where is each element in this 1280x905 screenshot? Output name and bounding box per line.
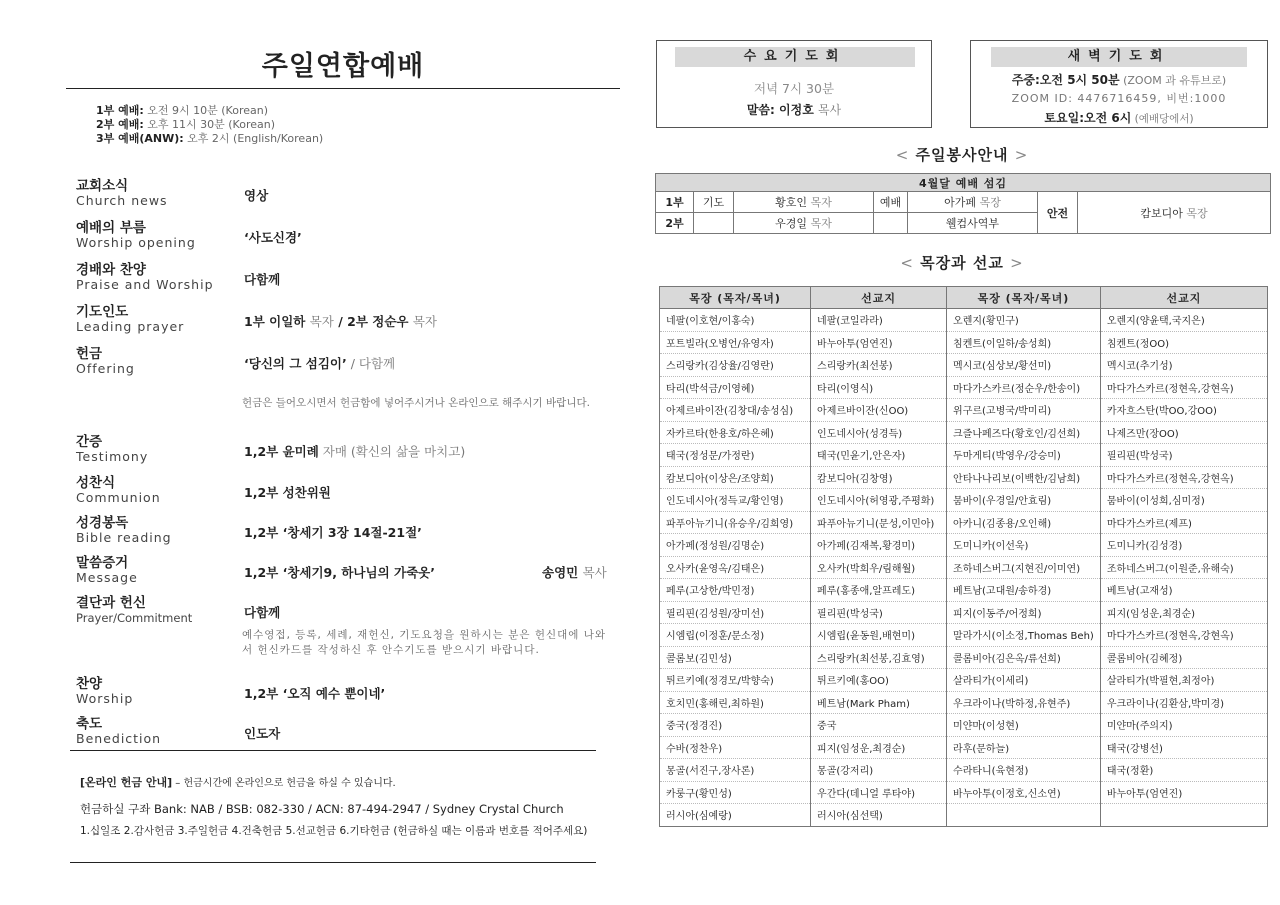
mission-row: [660, 714, 1268, 737]
mokjang-cell: 시엠립(이정훈/문소정): [660, 624, 811, 647]
mission-field-cell: 페루(홍종애,알프레도): [811, 579, 947, 602]
mission-field-cell: 시엠립(윤동원,배현미): [811, 624, 947, 647]
mission-field-cell: 도미니카(김성경): [1100, 534, 1267, 557]
mokjang-cell: 파푸아뉴기니(유승우/김희영): [660, 511, 811, 534]
mission-field-cell: 멕시코(추기성): [1100, 354, 1267, 377]
mokjang-cell: 중국(정경진): [660, 714, 811, 737]
service-time-1: 1부 예배: 오전 9시 10분 (Korean): [96, 104, 268, 117]
mission-row: [660, 309, 1268, 332]
mission-field-cell: 베트남(Mark Pham): [811, 691, 947, 714]
mission-field-cell: 태국(정환): [1100, 759, 1267, 782]
mokjang-cell: 마다가스카르(정순우/한송이): [947, 376, 1101, 399]
mokjang-cell: 콜롬비아(김은옥/류선희): [947, 646, 1101, 669]
service-header: 4월달 예배 섬김: [656, 174, 1271, 192]
mission-row: [660, 444, 1268, 467]
mission-row: [660, 511, 1268, 534]
commitment-note: 예수영접, 등록, 세례, 재헌신, 기도요청을 원하시는 분은 헌신대에 나와서 헌신카드를 작성하신 후 안수기도를 받으시기 바랍니다.: [242, 629, 607, 656]
mokjang-cell: 뭄바이(우경일/안효림): [947, 489, 1101, 512]
dawn-prayer-box: [970, 40, 1268, 128]
mission-field-cell: 오사카(박희우/림해월): [811, 556, 947, 579]
mission-field-cell: 우간다(데니얼 루타야): [811, 781, 947, 804]
mission-row: [660, 669, 1268, 692]
order-commitment: 결단과 헌신 Prayer/Commitment 다함께: [76, 595, 281, 625]
offering-note: 헌금은 들어오시면서 헌금함에 넣어주시거나 온라인으로 해주시기 바랍니다.: [242, 397, 590, 409]
wednesday-prayer-speaker: 말씀: 이정호 목사: [746, 103, 842, 117]
mission-field-cell: 몽골(강저리): [811, 759, 947, 782]
order-message: 말씀증거 Message 1,2부 ‘창세기9, 하나님의 가죽옷’ 송영민 목사: [76, 555, 607, 585]
mission-row: [660, 736, 1268, 759]
mission-field-cell: 캄보디아(김창영): [811, 466, 947, 489]
page-title: 주일연합예배: [261, 51, 425, 82]
service-times: [96, 104, 323, 146]
order-testimony: 간증 Testimony 1,2부 윤미례 자매 (확신의 삶을 마치고): [76, 434, 466, 464]
mission-field-cell: 마다가스카르(정현옥,강현옥): [1100, 624, 1267, 647]
mission-field-cell: 살라티가(박필현,최정아): [1100, 669, 1267, 692]
mission-field-cell: [1100, 804, 1267, 827]
order-worship-opening: 예배의 부름 Worship opening ‘사도신경’: [76, 220, 302, 250]
order-leading-prayer: 기도인도 Leading prayer 1부 이일하 목자 / 2부 정순우 목자: [76, 304, 438, 334]
mission-field-cell: 미얀마(주의지): [1100, 714, 1267, 737]
dawn-prayer-zoom: ZOOM ID: 4476716459, 비번:1000: [1011, 92, 1227, 105]
mission-row: [660, 399, 1268, 422]
mission-field-cell: 뭄바이(이성희,심미정): [1100, 489, 1267, 512]
mission-row: [660, 646, 1268, 669]
mission-field-cell: 베트남(고재성): [1100, 579, 1267, 602]
mokjang-cell: 러시아(심예랑): [660, 804, 811, 827]
mission-field-cell: 우크라이나(김환삼,박미경): [1100, 691, 1267, 714]
online-offering-bank: 헌금하실 구좌 Bank: NAB / BSB: 082-330 / ACN: 87-494-2947 / Sydney Crystal Church: [80, 802, 564, 816]
mokjang-cell: 아가페(정성원/김명순): [660, 534, 811, 557]
mokjang-cell: 베트남(고대원/송하경): [947, 579, 1101, 602]
mokjang-cell: 두마게티(박영우/강승미): [947, 444, 1101, 467]
mokjang-cell: 살라티가(이세리): [947, 669, 1101, 692]
mission-row: [660, 691, 1268, 714]
mission-field-cell: 필리핀(박성국): [1100, 444, 1267, 467]
mokjang-cell: 바누아투(이정호,신소연): [947, 781, 1101, 804]
mokjang-cell: 오렌지(황민구): [947, 309, 1101, 332]
order-praise: 경배와 찬양 Praise and Worship 다함께: [76, 262, 281, 292]
order-bible-reading: 성경봉독 Bible reading 1,2부 ‘창세기 3장 14절-21절’: [76, 515, 422, 545]
mokjang-cell: 캄보디아(이상은/조양희): [660, 466, 811, 489]
mission-table: [659, 286, 1268, 827]
mokjang-cell: 타리(박석금/이영혜): [660, 376, 811, 399]
mokjang-cell: 호치민(홍해린,최하원): [660, 691, 811, 714]
mission-row: [660, 781, 1268, 804]
mission-section-title: < 목장과 선교 >: [900, 254, 1024, 272]
mokjang-cell: 미얀마(이성현): [947, 714, 1101, 737]
mission-field-cell: 마다가스카르(정현옥,강현옥): [1100, 376, 1267, 399]
online-divider-top: [70, 750, 596, 751]
service-time-2: 2부 예배: 오후 11시 30분 (Korean): [96, 118, 275, 131]
wednesday-prayer-title: 수요기도회: [675, 47, 915, 67]
mokjang-cell: 몽골(서진구,장사론): [660, 759, 811, 782]
service-time-3: 3부 예배(ANW): 오후 2시 (English/Korean): [96, 132, 324, 145]
mission-row: [660, 579, 1268, 602]
mission-field-cell: 마다가스카르(제프): [1100, 511, 1267, 534]
mission-field-cell: 피지(임성운,최경순): [1100, 601, 1267, 624]
mokjang-cell: 피지(이동주/어정희): [947, 601, 1101, 624]
order-benediction: 축도 Benediction 인도자: [76, 716, 281, 746]
mokjang-cell: 아카니(김종용/오인해): [947, 511, 1101, 534]
title-divider: [66, 88, 620, 89]
mokjang-cell: 스리랑카(김상율/김영란): [660, 354, 811, 377]
mission-field-cell: 콜롬비아(김혜정): [1100, 646, 1267, 669]
mission-field-cell: 피지(임성운,최경순): [811, 736, 947, 759]
mission-field-cell: 조하네스버그(이원준,유해숙): [1100, 556, 1267, 579]
mission-field-cell: 스리랑카(최선봉): [811, 354, 947, 377]
mission-field-cell: 바누아투(엄연진): [1100, 781, 1267, 804]
mokjang-cell: 콜롬보(김민성): [660, 646, 811, 669]
wednesday-prayer-box: [656, 40, 932, 128]
mission-field-cell: 스리랑카(최선봉,김효영): [811, 646, 947, 669]
mission-field-cell: 태국(강병선): [1100, 736, 1267, 759]
mission-field-cell: 아가페(김재복,황경미): [811, 534, 947, 557]
mission-field-cell: 네팔(코일라라): [811, 309, 947, 332]
online-offering-kinds: 1.십일조 2.감사헌금 3.주일헌금 4.건축헌금 5.선교헌금 6.기타헌금 (헌금하실 때는 이름과 번호를 적어주세요): [80, 825, 588, 837]
left-page: [66, 0, 620, 905]
mission-field-cell: 아제르바이잔(신OO): [811, 399, 947, 422]
mokjang-cell: 네팔(이호현/이홍숙): [660, 309, 811, 332]
mokjang-cell: 라후(문하늘): [947, 736, 1101, 759]
mission-row: [660, 466, 1268, 489]
mokjang-cell: 수라타니(육현정): [947, 759, 1101, 782]
mokjang-cell: [947, 804, 1101, 827]
mission-field-cell: 파푸아뉴기니(문성,이민아): [811, 511, 947, 534]
mokjang-cell: 자카르타(한용호/하은혜): [660, 421, 811, 444]
mokjang-cell: 침켄트(이일하/송성희): [947, 331, 1101, 354]
order-church-news: 교회소식 Church news 영상: [76, 178, 269, 208]
service-section-title: < 주일봉사안내 >: [895, 146, 1029, 164]
mokjang-cell: 수바(정찬우): [660, 736, 811, 759]
mission-field-cell: 인도네시아(성경득): [811, 421, 947, 444]
mission-field-cell: 중국: [811, 714, 947, 737]
mission-field-cell: 인도네시아(허영광,주평화): [811, 489, 947, 512]
mission-field-cell: 타리(이영식): [811, 376, 947, 399]
mokjang-cell: 안타나나리보(이백한/김남희): [947, 466, 1101, 489]
mokjang-cell: 우크라이나(박하정,유현주): [947, 691, 1101, 714]
mokjang-cell: 멕시코(심상보/황선미): [947, 354, 1101, 377]
mission-row: [660, 331, 1268, 354]
mission-field-cell: 필리핀(박성국): [811, 601, 947, 624]
mission-field-cell: 나제즈만(장OO): [1100, 421, 1267, 444]
mokjang-cell: 페루(고상한/박민정): [660, 579, 811, 602]
mission-field-cell: 카자흐스탄(박OO,강OO): [1100, 399, 1267, 422]
mission-field-cell: 마다가스카르(정현옥,강현옥): [1100, 466, 1267, 489]
order-communion: 성찬식 Communion 1,2부 성찬위원: [76, 475, 331, 505]
mission-field-cell: 러시아(심선택): [811, 804, 947, 827]
mission-header-row: 목장 (목자/목녀) 선교지 목장 (목자/목녀) 선교지: [660, 287, 1268, 309]
mokjang-cell: 오사카(윤영옥/김태은): [660, 556, 811, 579]
mission-row: [660, 376, 1268, 399]
mission-row: [660, 804, 1268, 827]
mission-row: [660, 624, 1268, 647]
mokjang-cell: 카룽구(황민성): [660, 781, 811, 804]
mission-row: [660, 534, 1268, 557]
mokjang-cell: 포트빌라(오병언/유영자): [660, 331, 811, 354]
mission-row: [660, 601, 1268, 624]
wednesday-prayer-time: 저녁 7시 30분: [753, 81, 835, 96]
online-offering-head: [온라인 헌금 안내] – 헌금시간에 온라인으로 헌금을 하실 수 있습니다.: [80, 776, 396, 789]
mission-field-cell: 튀르키예(홍OO): [811, 669, 947, 692]
mokjang-cell: 아제르바이잔(김창대/송성심): [660, 399, 811, 422]
service-row-2: 2부 우경일 목자 웰컴사역부: [656, 213, 1271, 234]
mission-row: [660, 556, 1268, 579]
mission-field-cell: 침켄트(정OO): [1100, 331, 1267, 354]
mokjang-cell: 위구르(고병국/박미리): [947, 399, 1101, 422]
order-worship: 찬양 Worship 1,2부 ‘오직 예수 뿐이네’: [76, 676, 386, 706]
mission-row: [660, 759, 1268, 782]
service-row-1: 1부 기도 황호인 목자 예배 아가페 목장 안전 캄보디아 목장: [656, 192, 1271, 213]
mokjang-cell: 필리핀(김성원/장미선): [660, 601, 811, 624]
online-divider-bottom: [70, 862, 596, 863]
dawn-prayer-weekday: 주중:오전 5시 50분 (ZOOM 과 유튜브로): [1011, 73, 1227, 87]
mission-field-cell: 바누아투(엄연진): [811, 331, 947, 354]
order-offering: 헌금 Offering ‘당신의 그 섬김이’ / 다함께: [76, 346, 396, 376]
mokjang-cell: 말라가시(이소정,Thomas Beh): [947, 624, 1101, 647]
mokjang-cell: 크즐나페즈다(황호인/김선희): [947, 421, 1101, 444]
mokjang-cell: 튀르키예(정경모/박향숙): [660, 669, 811, 692]
mission-row: [660, 421, 1268, 444]
mission-field-cell: 오렌지(양윤택,국지은): [1100, 309, 1267, 332]
mokjang-cell: 도미니카(이선욱): [947, 534, 1101, 557]
mission-row: [660, 489, 1268, 512]
mission-row: [660, 354, 1268, 377]
dawn-prayer-saturday: 토요일:오전 6시 (예배당에서): [1044, 111, 1194, 125]
mokjang-cell: 조하네스버그(지현진/이미연): [947, 556, 1101, 579]
mokjang-cell: 태국(정성문/가정란): [660, 444, 811, 467]
service-table: [655, 173, 1271, 234]
mokjang-cell: 인도네시아(정득교/황인영): [660, 489, 811, 512]
dawn-prayer-title: 새벽기도회: [991, 47, 1247, 67]
mission-field-cell: 태국(민윤기,안은자): [811, 444, 947, 467]
